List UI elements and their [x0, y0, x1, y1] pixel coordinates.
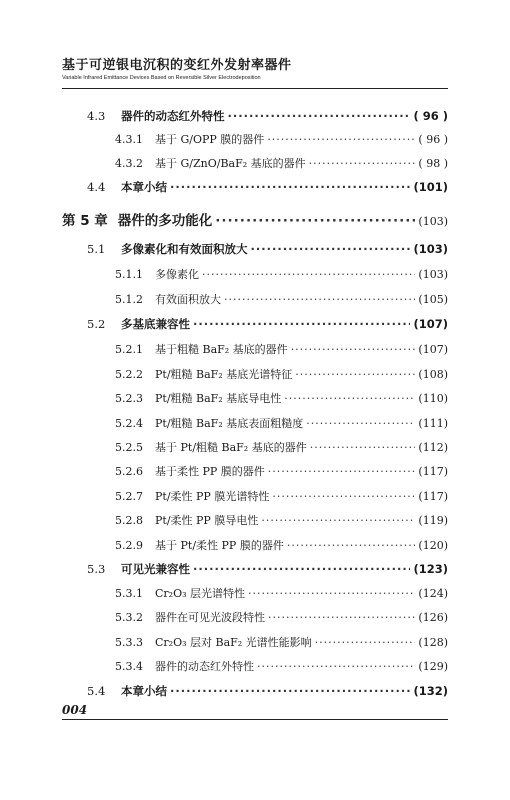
toc-entry-sub: [115, 266, 448, 282]
footer-rule: [62, 719, 448, 720]
dot-leader: [228, 109, 411, 123]
toc-entry-number: 5.4: [87, 684, 106, 698]
dot-leader: [284, 392, 415, 405]
dot-leader: [261, 514, 415, 527]
toc-entry-title: 多像素化和有效面积放大: [121, 242, 248, 256]
toc-entry-number: 第 5 章: [62, 213, 108, 229]
toc-entry-number: 5.2.5: [115, 441, 143, 454]
toc-entry-page: (124): [418, 587, 448, 600]
toc-entry-page: ( 98 ): [418, 157, 448, 170]
toc-entry-title: Cr₂O₃ 层光谱特性: [155, 587, 246, 600]
toc-entry-number: 5.2.1: [115, 343, 143, 356]
toc-entry-page: (117): [418, 465, 448, 478]
toc-entry-number: 5.2.4: [115, 417, 143, 430]
toc-entry-number: 5.3.1: [115, 587, 143, 600]
toc-entry-number: 5.3.4: [115, 660, 143, 673]
dot-leader: [170, 684, 410, 698]
toc-entry-sub: [115, 463, 448, 479]
toc-entry-section: [87, 316, 448, 332]
dot-leader: [257, 660, 415, 673]
toc-entry-page: ( 96 ): [418, 133, 448, 146]
toc-entry-page: (111): [418, 417, 448, 430]
toc-entry-number: 5.3.3: [115, 636, 143, 649]
toc-entry-page: (103): [418, 215, 448, 228]
dot-leader: [193, 562, 410, 576]
dot-leader: [215, 213, 415, 229]
toc-entry-title: Pt/粗糙 BaF₂ 基底导电性: [155, 392, 282, 405]
toc-entry-title: 器件的多功能化: [117, 213, 213, 229]
toc-entry-number: 5.3.2: [115, 611, 143, 624]
toc-entry-title: 本章小结: [121, 684, 167, 698]
page-number: 004: [62, 703, 88, 717]
toc-entry-page: (103): [418, 268, 448, 281]
toc-entry-section: [87, 179, 448, 195]
toc-entry-title: 基于 G/ZnO/BaF₂ 基底的器件: [155, 157, 306, 170]
dot-leader: [267, 133, 415, 146]
dot-leader: [306, 417, 415, 430]
toc-entry-page: (103): [413, 242, 448, 256]
toc-entry-page: (107): [413, 317, 448, 331]
toc-entry-page: (117): [418, 490, 448, 503]
dot-leader: [202, 268, 415, 281]
toc-entry-title: 器件的动态红外特性: [155, 660, 254, 673]
toc-entry-page: (101): [413, 180, 448, 194]
dot-leader: [268, 611, 415, 624]
toc-entry-sub: [115, 634, 448, 650]
toc-entry-section: [87, 108, 448, 124]
toc-entry-page: (129): [418, 660, 448, 673]
toc-entry-title: 基于 G/OPP 膜的器件: [155, 133, 265, 146]
toc-entry-title: 器件在可见光波段特性: [155, 611, 265, 624]
toc-entry-title: 基于粗糙 BaF₂ 基底的器件: [155, 343, 288, 356]
toc-entry-sub: [115, 131, 448, 147]
toc-entry-title: Pt/粗糙 BaF₂ 基底表面粗糙度: [155, 417, 304, 430]
dot-leader: [268, 465, 416, 478]
toc-entry-number: 5.2.2: [115, 368, 143, 381]
toc-entry-number: 5.1.1: [115, 268, 143, 281]
toc-entry-title: Cr₂O₃ 层对 BaF₂ 光谱性能影响: [155, 636, 312, 649]
dot-leader: [295, 368, 415, 381]
dot-leader: [309, 157, 416, 170]
toc-entry-chapter: [62, 209, 448, 229]
toc-entry-page: (123): [413, 562, 448, 576]
dot-leader: [310, 441, 416, 454]
toc-entry-sub: [115, 155, 448, 171]
toc-entry-title: 器件的动态红外特性: [121, 109, 225, 123]
toc-entry-page: ( 96 ): [413, 109, 448, 123]
toc-entry-sub: [115, 512, 448, 528]
toc-entry-page: (110): [418, 392, 448, 405]
toc-entry-sub: [115, 488, 448, 504]
toc-entry-sub: [115, 609, 448, 625]
toc-entry-number: 5.1.2: [115, 293, 143, 306]
toc-entry-title: 本章小结: [121, 180, 167, 194]
toc-entry-page: (128): [418, 636, 448, 649]
dot-leader: [291, 343, 416, 356]
dot-leader: [193, 317, 410, 331]
dot-leader: [315, 636, 416, 649]
book-title: 基于可逆银电沉积的变红外发射率器件: [62, 58, 292, 73]
toc-entry-number: 5.1: [87, 242, 106, 256]
toc-entry-page: (120): [418, 539, 448, 552]
toc-entry-number: 4.3.1: [115, 133, 143, 146]
toc-entry-sub: [115, 585, 448, 601]
toc-entry-page: (119): [418, 514, 448, 527]
toc-entry-number: 5.2.6: [115, 465, 143, 478]
dot-leader: [248, 587, 415, 600]
toc-entry-page: (126): [418, 611, 448, 624]
toc-entry-title: Pt/粗糙 BaF₂ 基底光谱特征: [155, 368, 293, 381]
toc-entry-sub: [115, 415, 448, 431]
toc-entry-page: (107): [418, 343, 448, 356]
toc-entry-sub: [115, 537, 448, 553]
toc-entry-number: 5.3: [87, 562, 106, 576]
toc-entry-sub: [115, 291, 448, 307]
dot-leader: [272, 490, 415, 503]
toc-entry-title: 可见光兼容性: [121, 562, 190, 576]
toc-entry-sub: [115, 439, 448, 455]
dot-leader: [170, 180, 410, 194]
toc-entry-title: Pt/柔性 PP 膜光谱特性: [155, 490, 270, 503]
toc-entry-sub: [115, 390, 448, 406]
toc-entry-sub: [115, 658, 448, 674]
dot-leader: [251, 242, 411, 256]
toc-entry-title: 有效面积放大: [155, 293, 221, 306]
toc-entry-number: 4.3.2: [115, 157, 143, 170]
toc-entry-section: [87, 241, 448, 257]
toc-entry-section: [87, 561, 448, 577]
toc-entry-title: 多像素化: [155, 268, 199, 281]
toc-entry-title: 基于柔性 PP 膜的器件: [155, 465, 265, 478]
toc-entry-page: (105): [418, 293, 448, 306]
toc-entry-number: 5.2.8: [115, 514, 143, 527]
toc-entry-sub: [115, 341, 448, 357]
toc-entry-title: Pt/柔性 PP 膜导电性: [155, 514, 259, 527]
toc-entry-sub: [115, 366, 448, 382]
book-subtitle: Variable Infrared Emittance Devices Based on Reversible Silver Electrodeposition: [62, 75, 261, 81]
toc-entry-number: 5.2: [87, 317, 106, 331]
toc-entry-page: (108): [418, 368, 448, 381]
dot-leader: [287, 539, 416, 552]
toc-entry-section: [87, 683, 448, 699]
toc-entry-number: 5.2.7: [115, 490, 143, 503]
toc-entry-number: 5.2.3: [115, 392, 143, 405]
toc-entry-number: 4.3: [87, 109, 106, 123]
toc-entry-page: (132): [413, 684, 448, 698]
toc-entry-title: 基于 Pt/柔性 PP 膜的器件: [155, 539, 284, 552]
dot-leader: [224, 293, 415, 306]
toc-entry-title: 基于 Pt/粗糙 BaF₂ 基底的器件: [155, 441, 307, 454]
toc-entry-title: 多基底兼容性: [121, 317, 190, 331]
toc-entry-number: 5.2.9: [115, 539, 143, 552]
toc-entry-number: 4.4: [87, 180, 106, 194]
toc-entry-page: (112): [418, 441, 448, 454]
